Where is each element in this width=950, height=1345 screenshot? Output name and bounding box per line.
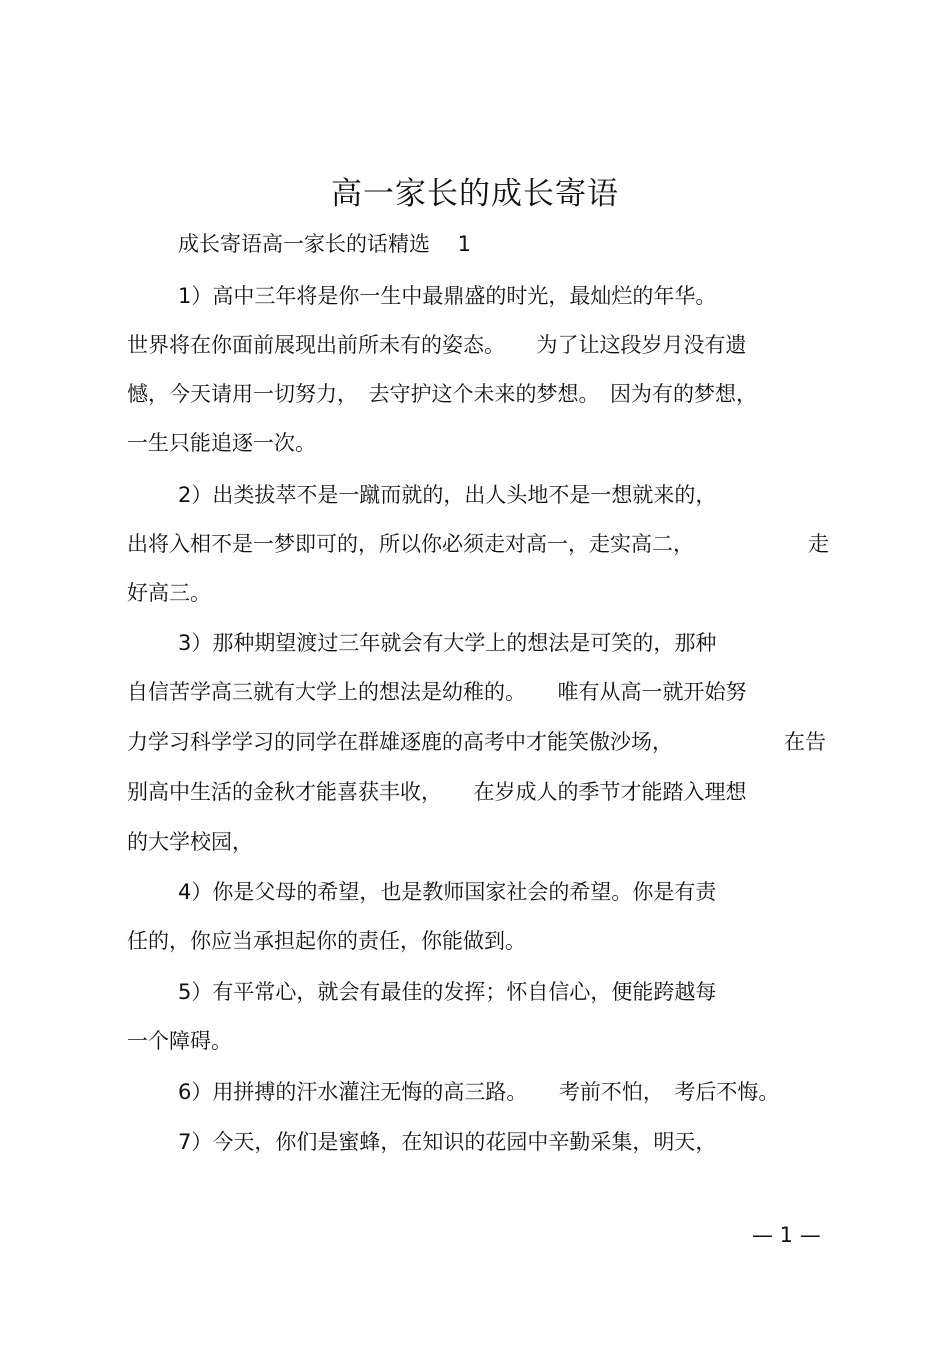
paragraph-3-line-4: 别高中生活的金秋才能喜获丰收， 在岁成人的季节才能踏入理想 bbox=[127, 780, 747, 804]
paragraph-7-line-1: 7）今天，你们是蜜蜂，在知识的花园中辛勤采集，明天， bbox=[178, 1130, 717, 1154]
paragraph-1-line-4: 一生只能追逐一次。 bbox=[127, 431, 316, 455]
paragraph-1-line-2: 世界将在你面前展现出前所未有的姿态。 为了让这段岁月没有遗 bbox=[127, 333, 747, 357]
paragraph-3-line-5: 的大学校园， bbox=[127, 830, 253, 854]
paragraph-6-line-1: 6）用拼搏的汗水灌注无悔的高三路。 考前不怕， 考后不悔。 bbox=[178, 1080, 780, 1104]
paragraph-5-line-1: 5）有平常心，就会有最佳的发挥；怀自信心，便能跨越每 bbox=[178, 980, 717, 1004]
document-title: 高一家长的成长寄语 bbox=[331, 176, 619, 212]
document-subtitle: 成长寄语高一家长的话精选 1 bbox=[178, 232, 472, 256]
paragraph-1-line-3: 憾，今天请用一切努力， 去守护这个未来的梦想。 因为有的梦想， bbox=[127, 382, 757, 406]
paragraph-2-line-2-end: 走 bbox=[808, 532, 829, 556]
paragraph-2-line-3: 好高三。 bbox=[127, 581, 211, 605]
paragraph-4-line-1: 4）你是父母的希望，也是教师国家社会的希望。你是有责 bbox=[178, 880, 717, 904]
paragraph-2-line-2: 出将入相不是一梦即可的，所以你必须走对高一，走实高二， bbox=[127, 532, 694, 556]
paragraph-5-line-2: 一个障碍。 bbox=[127, 1029, 232, 1053]
page-number: — 1 — bbox=[752, 1223, 821, 1247]
paragraph-4-line-2: 任的，你应当承担起你的责任，你能做到。 bbox=[127, 929, 526, 953]
paragraph-2-line-1: 2）出类拔萃不是一蹴而就的，出人头地不是一想就来的， bbox=[178, 483, 717, 507]
paragraph-1-line-1: 1）高中三年将是你一生中最鼎盛的时光，最灿烂的年华。 bbox=[178, 284, 717, 308]
paragraph-3-line-3: 力学习科学学习的同学在群雄逐鹿的高考中才能笑傲沙场， bbox=[127, 730, 673, 754]
paragraph-3-line-2: 自信苦学高三就有大学上的想法是幼稚的。 唯有从高一就开始努 bbox=[127, 680, 747, 704]
paragraph-3-line-3-end: 在告 bbox=[784, 730, 826, 754]
paragraph-3-line-1: 3）那种期望渡过三年就会有大学上的想法是可笑的，那种 bbox=[178, 631, 717, 655]
